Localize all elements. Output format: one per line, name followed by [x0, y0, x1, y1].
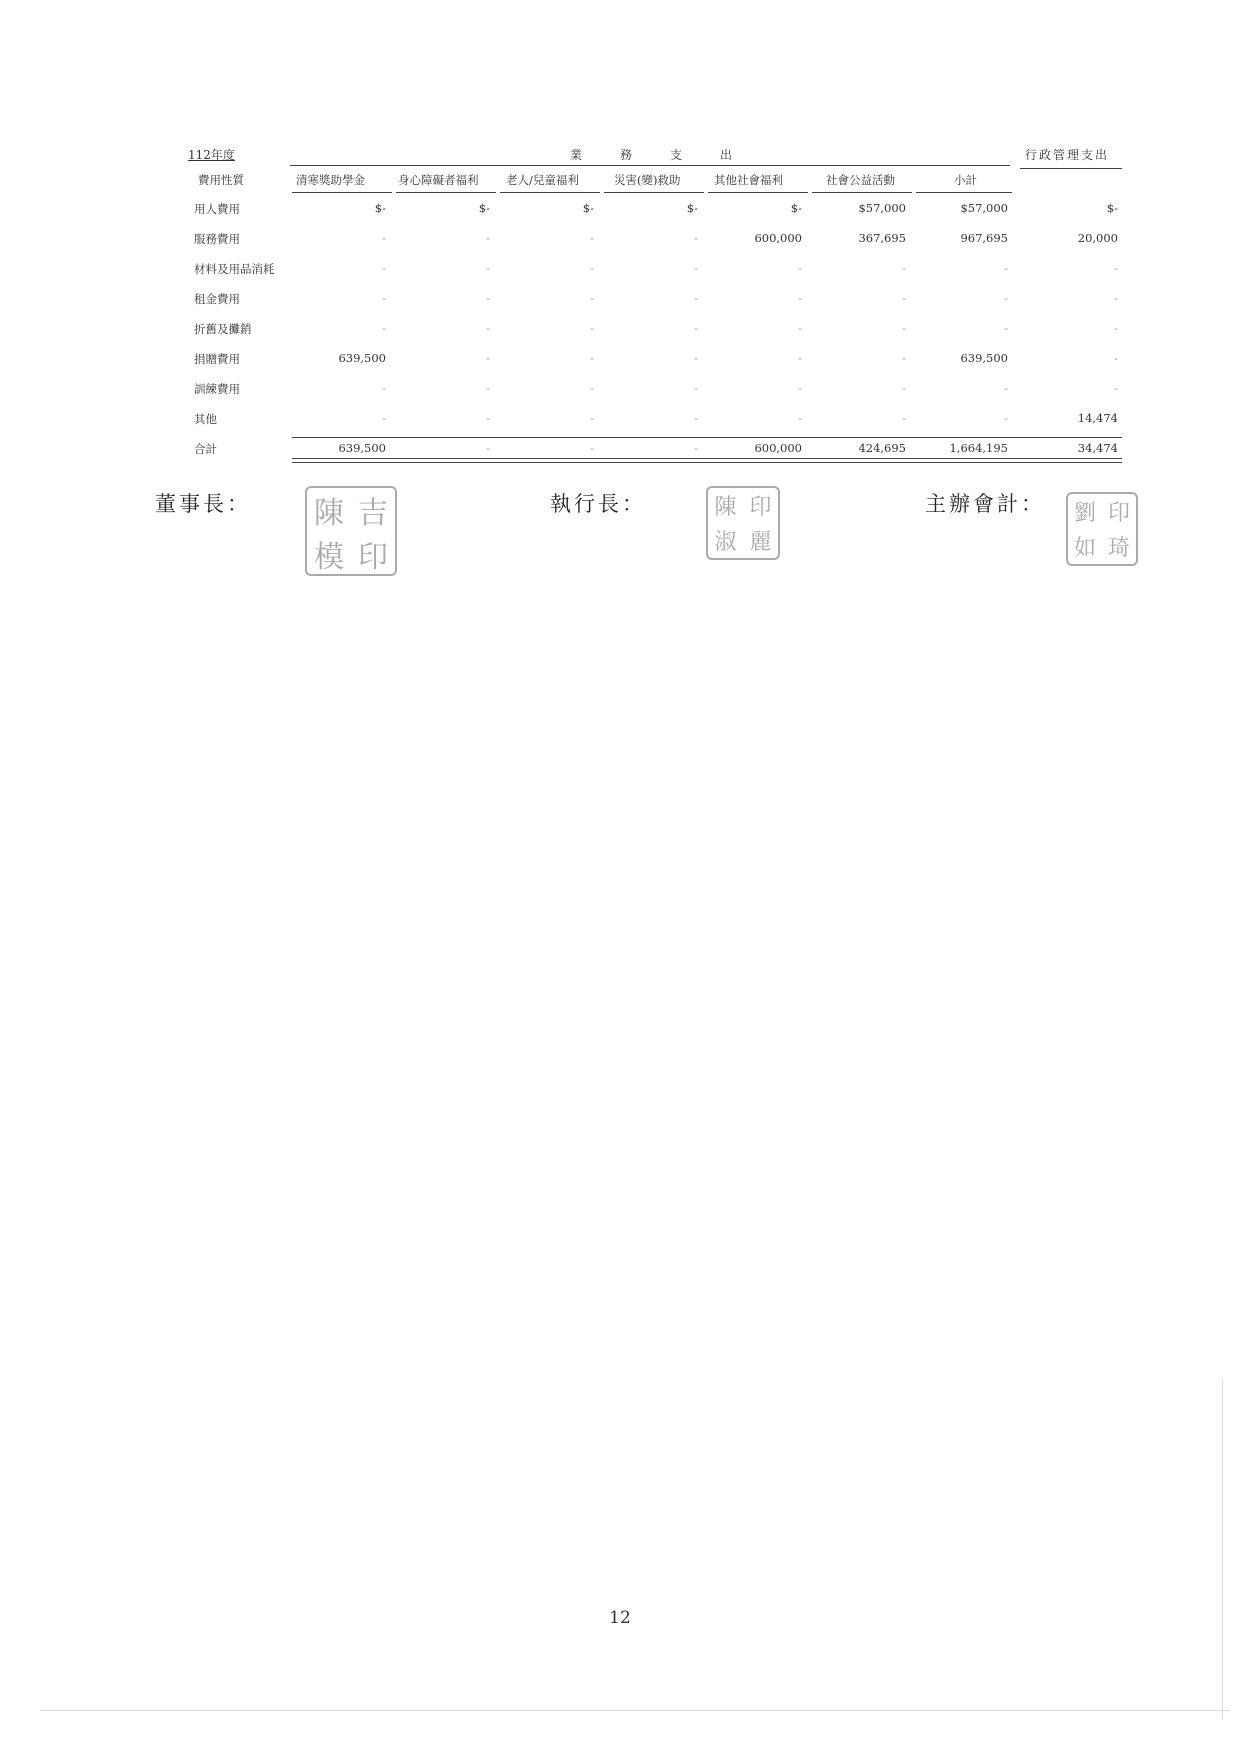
table-row-2-cell-4: - — [694, 231, 698, 245]
table-row-7-cell-8: - — [1114, 381, 1118, 395]
total-row-cell-1: 639,500 — [338, 441, 386, 455]
table-row-8-cell-6: - — [902, 411, 906, 425]
col-rule-7 — [916, 192, 1012, 193]
table-row-8-cell-1: - — [382, 411, 386, 425]
table-row-6-cell-7: 639,500 — [960, 351, 1008, 365]
page-number: 12 — [609, 1608, 631, 1628]
header-c6: 社會公益活動 — [826, 173, 895, 187]
table-row-2-label: 服務費用 — [194, 232, 240, 246]
total-row-cell-8: 34,474 — [1077, 441, 1118, 455]
table-row-2-cell-6: 367,695 — [858, 231, 906, 245]
table-row-4-cell-6: - — [902, 291, 906, 305]
ceo-label: 執行長： — [550, 492, 646, 516]
table-row-5-cell-7: - — [1004, 321, 1008, 335]
accountant-label: 主辦會計： — [925, 492, 1045, 516]
table-row-4-cell-8: - — [1114, 291, 1118, 305]
table-row-1-cell-6: $57,000 — [858, 201, 906, 215]
table-row-6-cell-6: - — [902, 351, 906, 365]
table-row-6-cell-1: 639,500 — [338, 351, 386, 365]
total-row-label: 合計 — [194, 442, 217, 456]
scan-bottom-edge — [40, 1710, 1230, 1711]
table-row-4-cell-2: - — [486, 291, 490, 305]
table-row-1-cell-8: $- — [1106, 201, 1118, 215]
table-row-6-label: 捐贈費用 — [194, 352, 240, 366]
table-row-4-cell-3: - — [590, 291, 594, 305]
table-row-7-cell-7: - — [1004, 381, 1008, 395]
table-row-5-cell-5: - — [798, 321, 802, 335]
total-top-rule — [292, 437, 1122, 438]
table-row-3-cell-1: - — [382, 261, 386, 275]
table-row-6-cell-2: - — [486, 351, 490, 365]
table-row-7-cell-5: - — [798, 381, 802, 395]
table-row-4-cell-4: - — [694, 291, 698, 305]
fiscal-year: 112年度 — [188, 148, 235, 162]
total-row-cell-3: - — [590, 441, 594, 455]
total-double-rule — [292, 458, 1122, 463]
table-row-6-cell-3: - — [590, 351, 594, 365]
admin-title-rule — [1020, 168, 1122, 169]
table-row-7-cell-1: - — [382, 381, 386, 395]
business-title-4: 出 — [720, 148, 735, 162]
header-c3: 老人/兒童福利 — [506, 173, 579, 187]
table-row-6-cell-5: - — [798, 351, 802, 365]
table-row-7-label: 訓練費用 — [194, 382, 240, 396]
table-row-5-cell-6: - — [902, 321, 906, 335]
total-row-cell-5: 600,000 — [754, 441, 802, 455]
table-row-4-cell-1: - — [382, 291, 386, 305]
table-row-8-cell-7: - — [1004, 411, 1008, 425]
table-row-2-cell-3: - — [590, 231, 594, 245]
table-row-3-label: 材料及用品消耗 — [194, 262, 275, 276]
header-c1: 清寒獎助學金 — [296, 173, 365, 187]
table-row-2-cell-5: 600,000 — [754, 231, 802, 245]
table-row-5-cell-4: - — [694, 321, 698, 335]
header-row-label: 費用性質 — [198, 173, 244, 187]
col-rule-3 — [500, 192, 600, 193]
table-row-7-cell-4: - — [694, 381, 698, 395]
table-row-8-label: 其他 — [194, 412, 217, 426]
table-row-3-cell-7: - — [1004, 261, 1008, 275]
total-row-cell-7: 1,664,195 — [949, 441, 1008, 455]
table-row-8-cell-4: - — [694, 411, 698, 425]
table-row-8-cell-8: 14,474 — [1077, 411, 1118, 425]
total-row-cell-4: - — [694, 441, 698, 455]
table-row-7-cell-6: - — [902, 381, 906, 395]
table-row-5-cell-1: - — [382, 321, 386, 335]
ceo-seal-icon: 陳 印 淑 麗 — [706, 486, 780, 560]
table-row-5-label: 折舊及攤銷 — [194, 322, 252, 336]
table-row-7-cell-2: - — [486, 381, 490, 395]
table-row-3-cell-6: - — [902, 261, 906, 275]
business-title-1: 業 — [570, 148, 585, 162]
table-row-2-cell-8: 20,000 — [1077, 231, 1118, 245]
table-row-1-cell-5: $- — [790, 201, 802, 215]
table-row-2-cell-2: - — [486, 231, 490, 245]
col-rule-5 — [708, 192, 808, 193]
scan-right-edge — [1222, 1380, 1223, 1720]
col-rule-2 — [396, 192, 496, 193]
table-row-2-cell-1: - — [382, 231, 386, 245]
col-rule-1 — [292, 192, 392, 193]
table-row-7-cell-3: - — [590, 381, 594, 395]
accountant-seal-icon: 劉 印 如 琦 — [1066, 492, 1138, 566]
chairman-label: 董事長： — [155, 492, 251, 516]
table-row-6-cell-4: - — [694, 351, 698, 365]
col-rule-4 — [604, 192, 704, 193]
table-row-1-cell-4: $- — [686, 201, 698, 215]
table-row-3-cell-3: - — [590, 261, 594, 275]
table-row-8-cell-3: - — [590, 411, 594, 425]
total-row-cell-6: 424,695 — [858, 441, 906, 455]
header-c4: 災害(變)救助 — [614, 173, 681, 187]
table-row-3-cell-8: - — [1114, 261, 1118, 275]
table-row-4-cell-5: - — [798, 291, 802, 305]
table-row-5-cell-8: - — [1114, 321, 1118, 335]
table-row-5-cell-3: - — [590, 321, 594, 335]
table-row-6-cell-8: - — [1114, 351, 1118, 365]
table-row-8-cell-2: - — [486, 411, 490, 425]
business-title-3: 支 — [670, 148, 685, 162]
chairman-seal-icon: 陳 吉 模 印 — [305, 486, 397, 576]
header-c2: 身心障礙者福利 — [398, 173, 479, 187]
header-c7: 小計 — [954, 173, 977, 187]
table-row-1-label: 用人費用 — [194, 202, 240, 216]
col-rule-6 — [812, 192, 912, 193]
table-row-5-cell-2: - — [486, 321, 490, 335]
table-row-3-cell-2: - — [486, 261, 490, 275]
table-row-3-cell-5: - — [798, 261, 802, 275]
total-row-cell-2: - — [486, 441, 490, 455]
table-row-1-cell-3: $- — [582, 201, 594, 215]
table-row-8-cell-5: - — [798, 411, 802, 425]
table-row-4-cell-7: - — [1004, 291, 1008, 305]
business-title-rule — [290, 165, 1010, 166]
header-c5: 其他社會福利 — [714, 173, 783, 187]
table-row-1-cell-2: $- — [478, 201, 490, 215]
table-row-3-cell-4: - — [694, 261, 698, 275]
business-title-2: 務 — [620, 148, 635, 162]
table-row-1-cell-7: $57,000 — [960, 201, 1008, 215]
admin-title: 行政管理支出 — [1025, 148, 1110, 162]
table-row-4-label: 租金費用 — [194, 292, 240, 306]
table-row-2-cell-7: 967,695 — [960, 231, 1008, 245]
table-row-1-cell-1: $- — [374, 201, 386, 215]
